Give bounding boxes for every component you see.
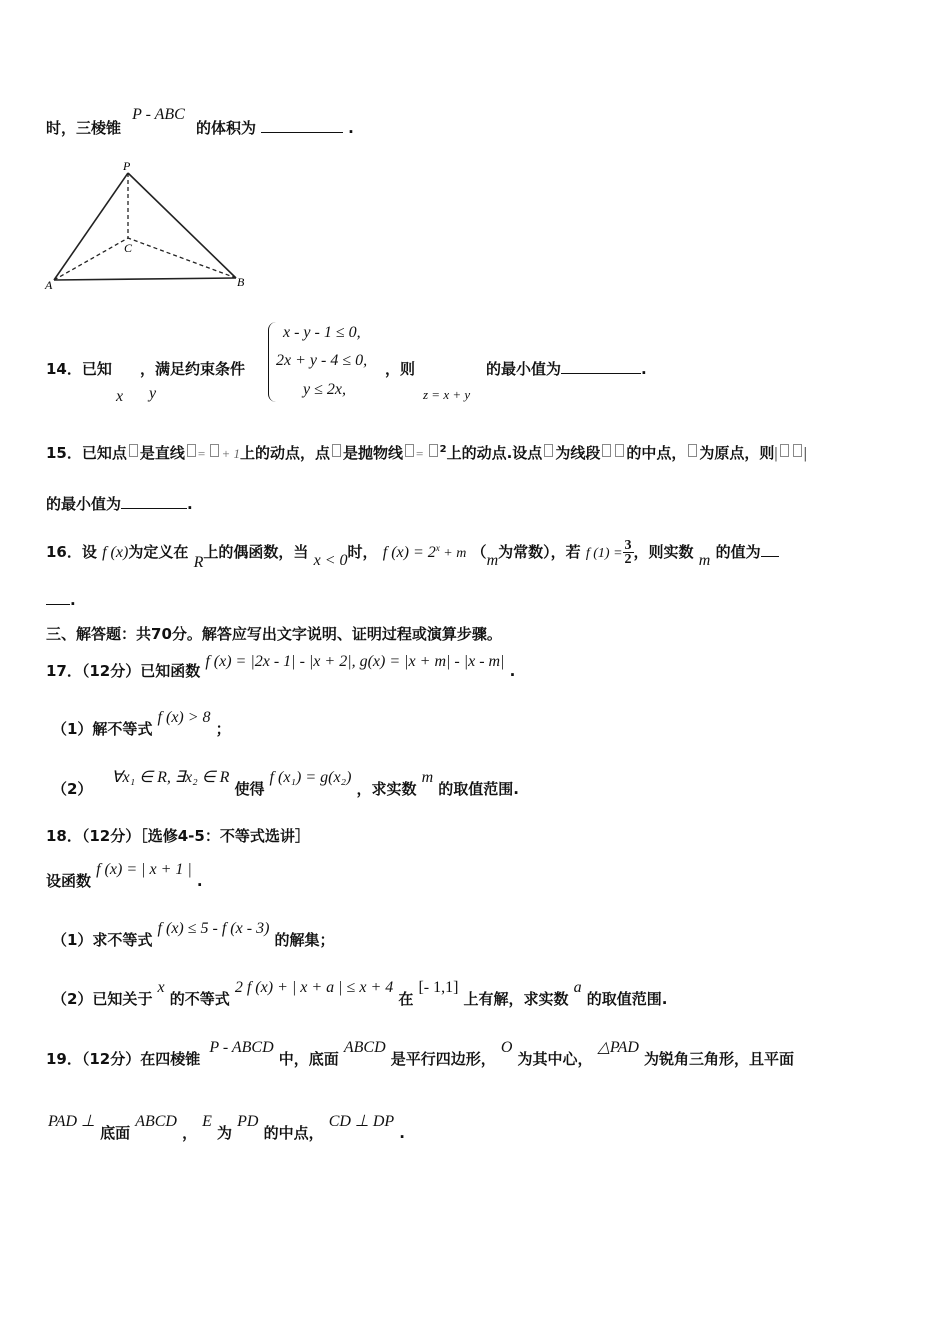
label-a: A [45,278,53,292]
q19-base-label: 底面 [100,1124,131,1142]
q17-s2-mid: 使得 [234,780,265,798]
q15-text-1: 15．已知点 [46,444,127,462]
q18-def-label: 设函数 [46,872,92,890]
q17-s2-m: m [421,769,434,786]
q15-eq-1b: + 1 [221,446,241,461]
q16-line-1 [46,538,779,571]
q19-midpoint: 的中点， [263,1124,324,1142]
q19-base: ABCD [343,1039,386,1056]
q18-s1-label: （1）求不等式 [52,931,153,949]
q16-text-2: 为定义在 [128,543,189,561]
q18-s2-expr: 2 f (x) + | x + a | ≤ x + 4 [234,979,394,996]
edge-ac [54,238,128,280]
missing-glyph-icon [405,444,414,457]
period: . [187,495,193,513]
label-b: B [237,275,245,289]
q17-head-text: 17．（12分）已知函数 [46,662,201,680]
q17-s2-label: （2） [52,780,93,798]
q18-def-expr: f (x) = | x + 1 | [96,861,192,878]
q16-text-3: 上的偶函数，当 [203,543,309,561]
q18-s2-label: （2）已知关于 [52,990,153,1008]
q16-fdef-exp: x [435,543,440,553]
label-p: P [123,159,131,173]
missing-glyph-icon [429,444,438,457]
q15-eq-2: = [416,446,427,461]
q17-s1-expr: f (x) > 8 [157,709,211,726]
abs-bar: | [774,445,778,462]
q17-s1-label: （1）解不等式 [52,720,153,738]
answer-blank [261,118,343,133]
q16-f1: f (1) = [585,546,623,561]
q16-text-4: 时， [347,543,378,561]
q16-text-5: （ [471,543,487,561]
q19-perp: CD ⊥ DP [328,1113,395,1130]
q17-s2-tail: ，求实数 [356,780,417,798]
q15-eq-1: = [197,446,209,461]
frac-num: 3 [624,538,632,553]
q18-sub-2 [52,976,668,1008]
q16-m-2: m [698,552,711,569]
q17-head [46,650,516,680]
q15-text-6: 为线段 [555,444,601,462]
q19-o: O [500,1039,513,1056]
q14-constraint-2: 2x + y - 4 ≤ 0, [276,352,368,369]
period: . [196,872,203,890]
q17-sub-1 [52,706,231,738]
q19-line-1 [46,1036,795,1068]
q15-line2-text: 的最小值为 [46,495,122,513]
period: . [399,1124,405,1142]
missing-glyph-icon [544,444,553,457]
q16-cond: x < 0 [313,552,348,569]
q18-s2-x: x [157,979,165,996]
q14-z-expr: z = x + y [423,387,471,402]
q18-sub-1 [52,917,335,949]
q14-constraint-1: x - y - 1 ≤ 0, [283,324,361,341]
period: . [509,662,516,680]
q13-line [46,103,354,137]
q18-s2-in: 在 [398,990,414,1008]
answer-blank [121,494,187,509]
q13-prefix: 时，三棱锥 [46,119,122,137]
q14-tail: 的最小值为 . [486,360,647,378]
q19-mid4: 为锐角三角形，且平面 [644,1050,795,1068]
q16-fx: f (x) [102,544,129,561]
q19-triangle: △PAD [597,1039,639,1056]
label-c: C [124,241,133,255]
q17-s2-expr: ∀x₁ ∈ R, ∃x₂ ∈ R [111,769,230,786]
q17-s1-end: ； [215,720,231,738]
answer-blank [561,359,641,374]
missing-glyph-icon [615,444,624,457]
q18-s1-expr: f (x) ≤ 5 - f (x - 3) [157,920,270,937]
q17-s2-expr2: f (x₁) = g(x₂) [269,769,352,786]
q14-number: 14．已知 [46,360,112,378]
q19-head: 19．（12分）在四棱锥 [46,1050,201,1068]
q18-head: 18．（12分）［选修4-5：不等式选讲］ [46,827,310,845]
q14-constraint-3: y ≤ 2x, [303,381,346,398]
q16-fdef-right: + m [439,546,467,561]
q18-def [46,858,203,890]
missing-glyph-icon [210,444,219,457]
edge-pa [54,173,128,280]
missing-glyph-icon [187,444,196,457]
answer-blank [46,590,70,605]
q13-suffix: 的体积为 [195,119,256,137]
q19-e: E [202,1113,212,1130]
edge-pb [128,173,236,278]
q15-line-1: 15．已知点 是直线 = + 1上的动点，点 是抛物线 = $^2$上的动点.设点 为线段 的中点， 为原点，则| | [46,444,807,462]
answer-blank [761,542,779,557]
q13-pyramid-expr: P - ABC [132,106,185,123]
q18-s2-a: a [573,979,582,996]
q18-s2-tail: 上有解，求实数 [463,990,569,1008]
q16-m: m [486,552,499,569]
q14-then: ，则 [385,360,416,378]
q19-base-2: ABCD [135,1113,177,1130]
section-heading: 三、解答题：共70分。解答应写出文字说明、证明过程或演算步骤。 [46,625,502,643]
abs-bar: | [803,445,807,462]
q19-plane: PAD ⊥ [48,1113,95,1130]
frac-den: 2 [624,552,632,567]
q19-mid3: 为其中心， [517,1050,593,1068]
q15-text-8: 为原点，则 [699,444,775,462]
q16-line-2 [46,590,76,609]
edge-ab [54,278,236,280]
q15-text-4: 是抛物线 [343,444,404,462]
q19-comma: ， [182,1124,198,1142]
missing-glyph-icon [602,444,611,457]
q19-line-2 [48,1110,405,1142]
q18-s2-mid: 的不等式 [169,990,230,1008]
pyramid-figure [40,158,260,293]
q14-var-x: x [116,388,124,405]
q15-text-7: 的中点， [626,444,687,462]
q15-text-5: 上的动点.设点 [446,444,543,462]
missing-glyph-icon [780,444,789,457]
q19-mid2: 是平行四边形， [390,1050,496,1068]
q19-is: 为 [217,1124,233,1142]
q16-text-1: 16．设 [46,543,97,561]
missing-glyph-icon [688,444,697,457]
q15-line-2 [46,493,193,514]
q17-expr: f (x) = |2x - 1| - |x + 2|, g(x) = |x + m| - |x - m| [205,653,505,670]
q19-pyramid: P - ABCD [209,1039,274,1056]
missing-glyph-icon [793,444,802,457]
q17-s2-end: 的取值范围. [438,780,519,798]
q16-fdef: f (x) = 2 [382,544,436,561]
period: . [348,119,354,137]
q16-text-6: 为常数），若 [498,543,581,561]
q16-text-8: 的值为 [715,543,761,561]
q16-fraction [623,539,634,566]
q14-var-y: y [149,385,157,402]
q16-text-7: ，则实数 [633,543,694,561]
q18-s1-end: 的解集； [274,931,335,949]
missing-glyph-icon [129,444,138,457]
q19-pd: PD [237,1113,259,1130]
q19-mid1: 中，底面 [278,1050,339,1068]
q18-s2-end: 的取值范围. [586,990,668,1008]
q17-sub-2 [52,766,519,798]
edge-bc [128,238,236,278]
q16-r: R [193,554,204,571]
period: . [70,591,76,609]
missing-glyph-icon [332,444,341,457]
q15-text-2: 是直线 [139,444,185,462]
q15-text-3: 上的动点，点 [240,444,331,462]
q18-s2-interval: [- 1,1] [418,979,459,996]
q14-cond-text: ，满足约束条件 [140,360,246,378]
